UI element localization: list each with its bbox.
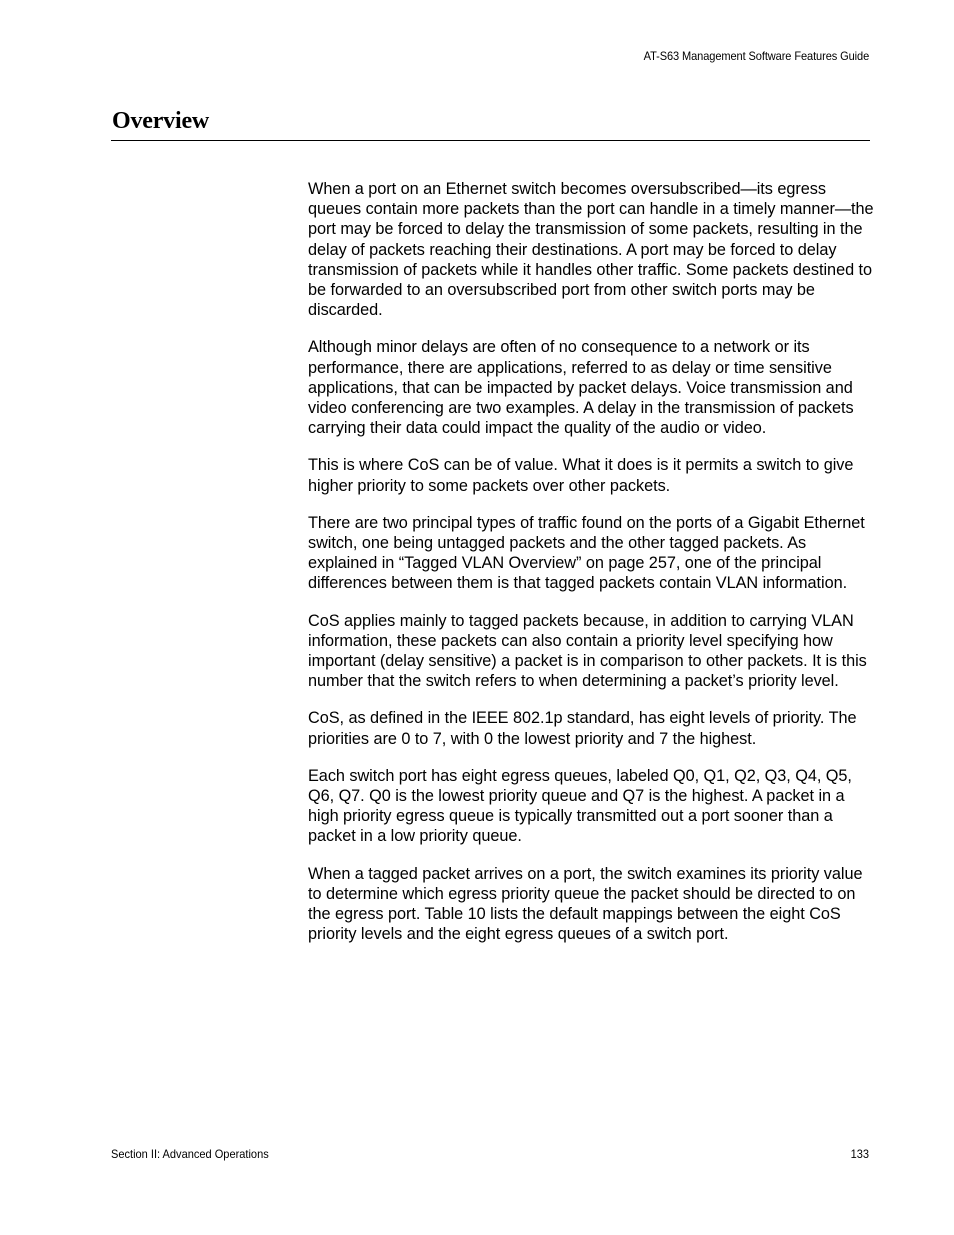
paragraph-delay-sensitive: Although minor delays are often of no consequence to a network or its performance, there are applications, referred to as delay or time sensitive applications, that can be impacted by packet delays. Voice transmission and video conferencing are two examples. A delay in the transmission of packets carrying their data could impact the quality of the audio or video. xyxy=(308,338,854,438)
paragraph-cos-value: This is where CoS can be of value. What it does is it permits a switch to give higher priority to some packets over other packets. xyxy=(308,456,854,495)
running-header: AT-S63 Management Software Features Guide xyxy=(643,49,869,63)
section-title: Overview xyxy=(112,108,210,134)
paragraph-oversubscription: When a port on an Ethernet switch becomes oversubscribed—its egress queues contain more packets than the port can handle in a timely manner—the port may be forced to delay the transmission of some packets, resulting in the delay of packets reaching their destinations. A port may be forced to delay transmission of packets while it handles other traffic. Some packets destined to be forwarded to an oversubscribed port from other switch ports may be discarded. xyxy=(308,180,874,320)
paragraph-8021p-levels: CoS, as defined in the IEEE 802.1p standard, has eight levels of priority. The priorities are 0 to 7, with 0 the lowest priority and 7 the highest. xyxy=(308,709,857,748)
body-text xyxy=(308,179,874,962)
footer-section-label: Section II: Advanced Operations xyxy=(111,1147,269,1161)
paragraph-tagged-priority: CoS applies mainly to tagged packets because, in addition to carrying VLAN information, these packets can also contain a priority level specifying how important (delay sensitive) a packet is in comparison to other packets. It is this number that the switch refers to when determining a packet’s priority level. xyxy=(308,611,867,691)
footer-page-number: 133 xyxy=(850,1147,869,1161)
paragraph-traffic-types: There are two principal types of traffic found on the ports of a Gigabit Ethernet switch, one being untagged packets and the other tagged packets. As explained in “Tagged VLAN Overview” on page 257, one of the principal differences between them is that tagged packets contain VLAN information. xyxy=(308,513,865,593)
paragraph-queue-mapping: When a tagged packet arrives on a port, the switch examines its priority value to determine which egress priority queue the packet should be directed to on the egress port. Table 10 lists the default mappings between the eight CoS priority levels and the eight egress queues of a switch port. xyxy=(308,864,863,944)
title-rule xyxy=(111,140,870,141)
paragraph-egress-queues: Each switch port has eight egress queues, labeled Q0, Q1, Q2, Q3, Q4, Q5, Q6, Q7. Q0 is the lowest priority queue and Q7 is the highest. A packet in a high priority egress queue is typically transmitted out a port sooner than a packet in a low priority queue. xyxy=(308,766,852,846)
